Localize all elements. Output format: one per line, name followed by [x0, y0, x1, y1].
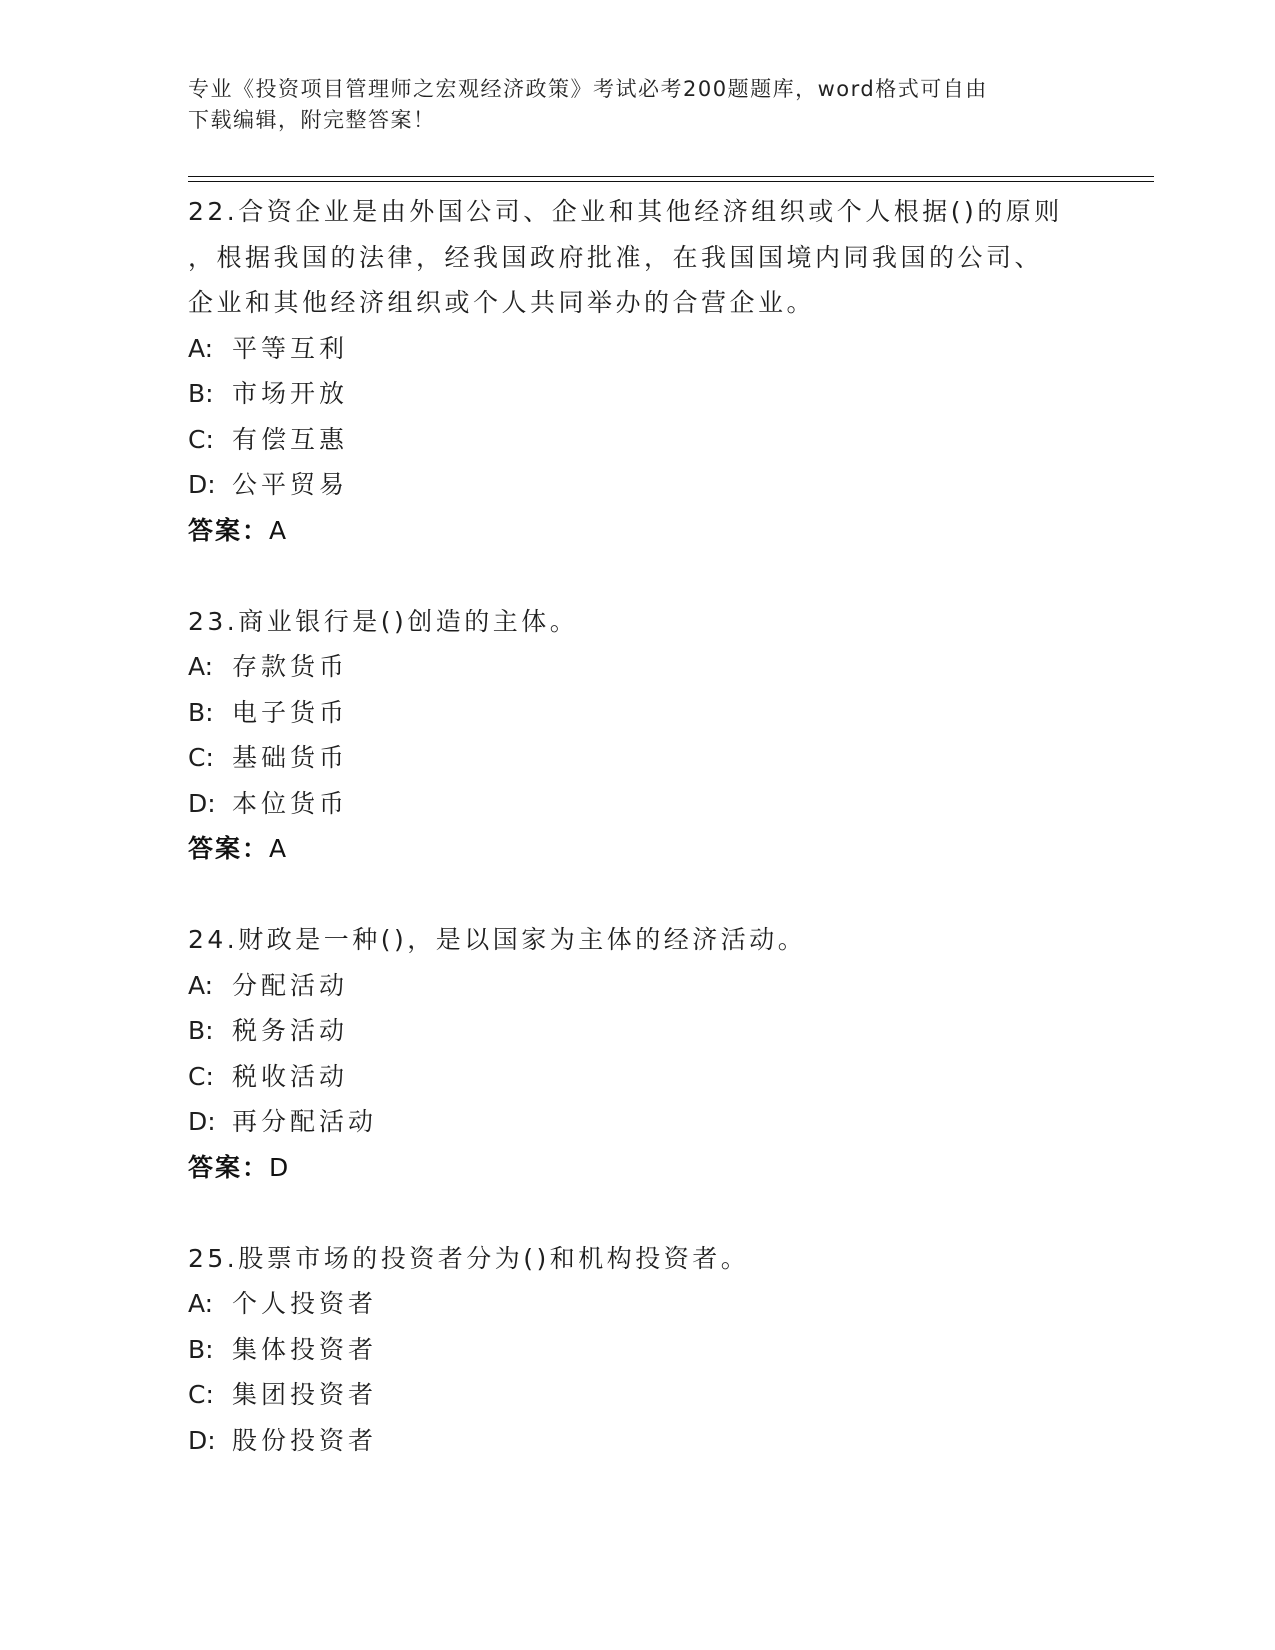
- stem-line: 财政是一种()，是以国家为主体的经济活动。: [238, 925, 807, 954]
- option-key: B:: [188, 379, 214, 408]
- option-text: 股份投资者: [232, 1425, 378, 1455]
- option-key: D:: [188, 1107, 216, 1136]
- option-key: D:: [188, 788, 216, 818]
- option-key: C:: [188, 424, 214, 454]
- option-a: [188, 963, 1088, 1009]
- answer-value: A: [269, 834, 287, 863]
- spacer: [188, 553, 1088, 599]
- question-number: 23.: [188, 606, 239, 636]
- option-text: 平等互利: [232, 333, 349, 363]
- answer-label: 答案：: [188, 515, 270, 545]
- option-key: D:: [188, 470, 216, 499]
- question-stem: [188, 1236, 1088, 1282]
- option-key: B:: [188, 697, 214, 727]
- stem-line: ，根据我国的法律，经我国政府批准，在我国国境内同我国的公司、: [188, 242, 1044, 272]
- option-d: [188, 462, 1088, 508]
- option-text: 电子货币: [232, 697, 349, 727]
- question-24: [188, 917, 1088, 1190]
- option-text: 再分配活动: [232, 1107, 378, 1136]
- question-list: [188, 189, 1088, 1463]
- header-line-2: 下载编辑，附完整答案！: [188, 108, 436, 132]
- header-line-1: 专业《投资项目管理师之宏观经济政策》考试必考200题题库，word格式可自由: [188, 77, 988, 101]
- option-key: C:: [188, 1380, 214, 1409]
- stem-line: 企业和其他经济组织或个人共同举办的合营企业。: [188, 288, 816, 317]
- option-text: 存款货币: [232, 652, 349, 681]
- option-c: [188, 1054, 1088, 1100]
- option-key: B:: [188, 1016, 214, 1045]
- question-number: 22.: [188, 197, 239, 226]
- option-key: D:: [188, 1425, 216, 1455]
- option-text: 集体投资者: [232, 1334, 378, 1364]
- option-b: [188, 1327, 1088, 1373]
- option-c: [188, 1372, 1088, 1418]
- option-a: [188, 644, 1088, 690]
- option-d: [188, 781, 1088, 827]
- option-text: 基础货币: [232, 743, 349, 772]
- option-text: 个人投资者: [232, 1289, 378, 1318]
- answer-label: 答案：: [188, 834, 270, 863]
- option-a: [188, 326, 1088, 372]
- question-stem: [188, 917, 1088, 963]
- question-22: [188, 189, 1088, 553]
- stem-line: 商业银行是()创造的主体。: [238, 606, 579, 636]
- option-d: [188, 1418, 1088, 1464]
- question-number: 25.: [188, 1243, 239, 1273]
- header-divider-bottom: [188, 181, 1154, 182]
- option-text: 税收活动: [232, 1061, 349, 1091]
- question-stem: [188, 189, 1088, 235]
- option-c: [188, 735, 1088, 781]
- option-text: 公平贸易: [232, 470, 349, 499]
- answer-line: [188, 1145, 1088, 1191]
- option-c: [188, 417, 1088, 463]
- option-key: A:: [188, 970, 214, 1000]
- option-key: A:: [188, 652, 214, 681]
- option-text: 税务活动: [232, 1016, 349, 1045]
- option-b: [188, 1008, 1088, 1054]
- option-text: 集团投资者: [232, 1380, 378, 1409]
- option-key: C:: [188, 743, 214, 772]
- option-text: 本位货币: [232, 788, 349, 818]
- stem-line: 股票市场的投资者分为()和机构投资者。: [238, 1243, 750, 1273]
- header-divider-top: [188, 176, 1154, 177]
- answer-line: [188, 826, 1088, 872]
- question-25: [188, 1236, 1088, 1464]
- option-key: A:: [188, 333, 214, 363]
- option-a: [188, 1281, 1088, 1327]
- spacer: [188, 872, 1088, 918]
- answer-label: 答案：: [188, 1152, 270, 1182]
- option-text: 分配活动: [232, 970, 349, 1000]
- option-d: [188, 1099, 1088, 1145]
- option-key: C:: [188, 1061, 214, 1091]
- answer-line: [188, 508, 1088, 554]
- question-stem: [188, 599, 1088, 645]
- option-b: [188, 371, 1088, 417]
- answer-value: A: [269, 515, 287, 545]
- option-b: [188, 690, 1088, 736]
- question-23: [188, 599, 1088, 872]
- spacer: [188, 1190, 1088, 1236]
- option-text: 市场开放: [232, 379, 349, 408]
- option-key: B:: [188, 1334, 214, 1364]
- question-number: 24.: [188, 925, 239, 954]
- option-text: 有偿互惠: [232, 424, 349, 454]
- option-key: A:: [188, 1289, 214, 1318]
- stem-line: 合资企业是由外国公司、企业和其他经济组织或个人根据()的原则: [238, 197, 1063, 226]
- answer-value: D: [269, 1152, 289, 1182]
- document-header: [188, 74, 1068, 136]
